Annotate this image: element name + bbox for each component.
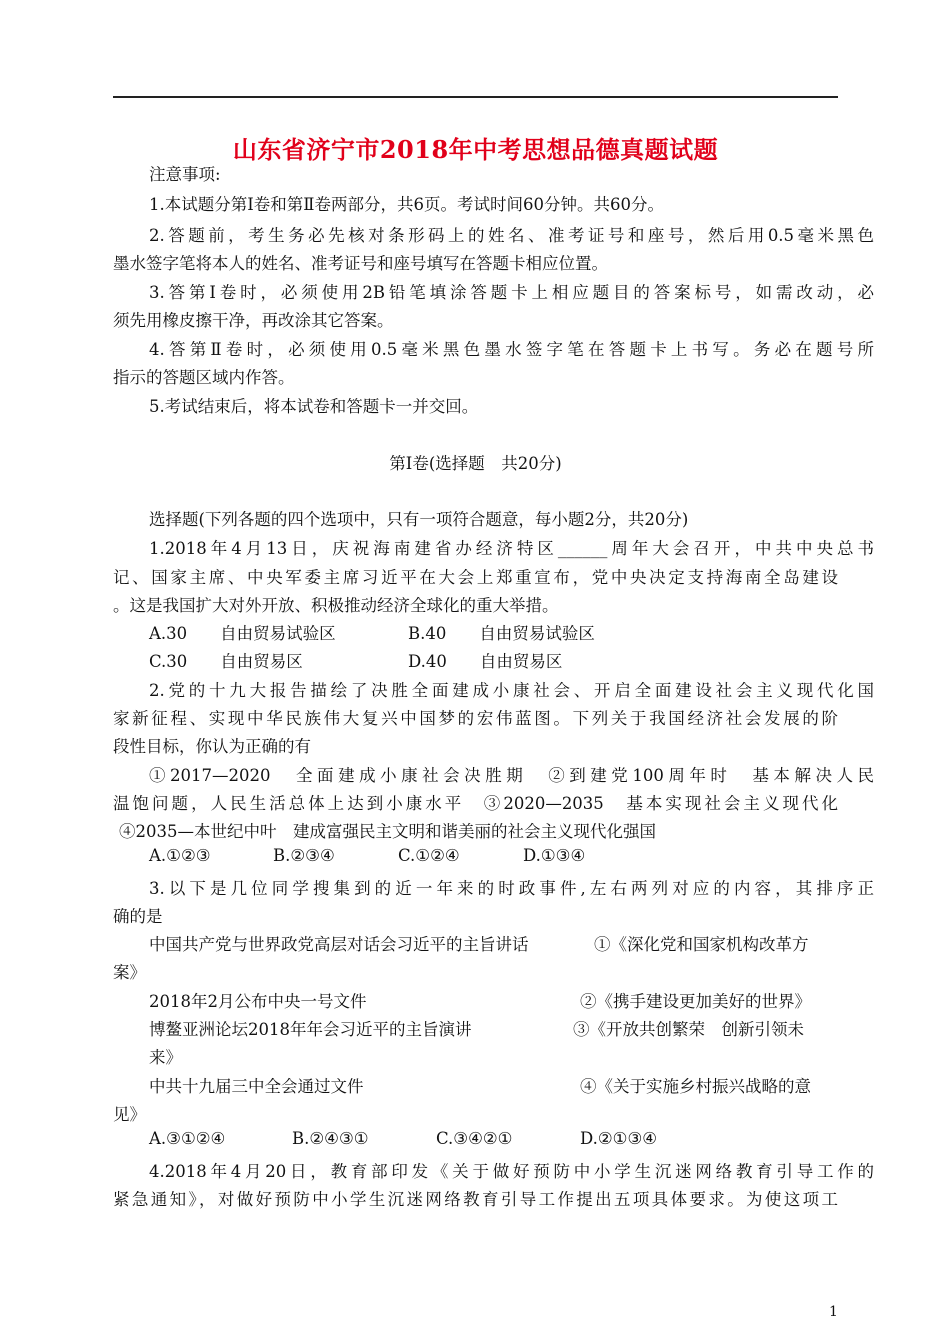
q3-row-4-left: 中共十九届三中全会通过文件 bbox=[149, 1077, 364, 1096]
q3-row-4-right: ④《关于实施乡村振兴战略的意 bbox=[580, 1077, 811, 1096]
q3-row-3-continued: 来》 bbox=[149, 1048, 182, 1067]
q2-statement-1: ①2017—2020 全面建成小康社会决胜期 ②到建党100周年时 基本解决人民 bbox=[149, 766, 874, 785]
notice-item-5: 5.考试结束后，将本试卷和答题卡一并交回。 bbox=[149, 397, 479, 416]
q3-row-1-right: ①《深化党和国家机构改革方 bbox=[594, 935, 809, 954]
section-heading: 第Ⅰ卷(选择题 共20分) bbox=[389, 454, 562, 473]
q3-row-4-continued: 见》 bbox=[113, 1105, 146, 1124]
q3-option-a: A.③①②④ bbox=[149, 1129, 226, 1148]
q2-option-c: C.①②④ bbox=[398, 846, 460, 865]
notice-item-4a: 4.答第Ⅱ卷时，必须使用0.5毫米黑色墨水签字笔在答题卡上书写。务必在题号所 bbox=[149, 340, 874, 359]
q1-line-3: 。这是我国扩大对外开放、积极推动经济全球化的重大举措。 bbox=[113, 596, 559, 615]
q3-row-3-right: ③《开放共创繁荣 创新引领未 bbox=[573, 1020, 804, 1039]
q3-row-1-left: 中国共产党与世界政党高层对话会习近平的主旨讲话 bbox=[149, 935, 529, 954]
q4-line-1: 4.2018年4月20日，教育部印发《关于做好预防中小学生沉迷网络教育引导工作的 bbox=[149, 1162, 874, 1181]
q2-option-d: D.①③④ bbox=[523, 846, 586, 865]
q3-option-d: D.②①③④ bbox=[580, 1129, 658, 1148]
q3-row-2-left: 2018年2月公布中央一号文件 bbox=[149, 992, 367, 1011]
q3-line-2: 确的是 bbox=[113, 907, 163, 926]
notice-item-1: 1.本试题分第Ⅰ卷和第Ⅱ卷两部分，共6页。考试时间60分钟。共60分。 bbox=[149, 195, 664, 214]
q1-option-a: A.30 自由贸易试验区 bbox=[149, 624, 336, 643]
q1-option-d: D.40 自由贸易区 bbox=[408, 652, 563, 671]
q1-option-b: B.40 自由贸易试验区 bbox=[408, 624, 595, 643]
mc-instructions: 选择题(下列各题的四个选项中，只有一项符合题意，每小题2分，共20分) bbox=[149, 510, 689, 529]
header-rule bbox=[113, 96, 838, 98]
notice-heading: 注意事项: bbox=[149, 165, 221, 184]
q2-statement-3: ④2035—本世纪中叶 建成富强民主文明和谐美丽的社会主义现代化强国 bbox=[119, 822, 656, 841]
notice-item-3b: 须先用橡皮擦干净，再改涂其它答案。 bbox=[113, 311, 394, 330]
q2-option-a: A.①②③ bbox=[149, 846, 211, 865]
q1-line-2: 记、国家主席、中央军委主席习近平在大会上郑重宣布，党中央决定支持海南全岛建设 bbox=[113, 568, 838, 587]
q3-row-2-right: ②《携手建设更加美好的世界》 bbox=[580, 992, 811, 1011]
q2-line-1: 2.党的十九大报告描绘了决胜全面建成小康社会、开启全面建设社会主义现代化国 bbox=[149, 681, 874, 700]
notice-item-4b: 指示的答题区域内作答。 bbox=[113, 368, 295, 387]
q2-line-3: 段性目标，你认为正确的有 bbox=[113, 737, 311, 756]
q2-line-2: 家新征程、实现中华民族伟大复兴中国梦的宏伟蓝图。下列关于我国经济社会发展的阶 bbox=[113, 709, 838, 728]
q1-option-c: C.30 自由贸易区 bbox=[149, 652, 303, 671]
q3-line-1: 3.以下是几位同学搜集到的近一年来的时政事件,左右两列对应的内容，其排序正 bbox=[149, 879, 874, 898]
page-number: 1 bbox=[829, 1304, 838, 1320]
notice-item-2a: 2.答题前，考生务必先核对条形码上的姓名、准考证号和座号，然后用0.5毫米黑色 bbox=[149, 226, 874, 245]
q3-option-b: B.②④③① bbox=[292, 1129, 369, 1148]
q1-line-1: 1.2018年4月13日，庆祝海南建省办经济特区______周年大会召开，中共中央总书 bbox=[149, 539, 874, 558]
q4-line-2: 紧急通知》，对做好预防中小学生沉迷网络教育引导工作提出五项具体要求。为使这项工 bbox=[113, 1190, 838, 1209]
q2-option-b: B.②③④ bbox=[273, 846, 335, 865]
document-title: 山东省济宁市2018年中考思想品德真题试题 bbox=[232, 135, 719, 164]
q2-statement-2: 温饱问题，人民生活总体上达到小康水平 ③2020—2035 基本实现社会主义现代化 bbox=[113, 794, 838, 813]
q3-option-c: C.③④②① bbox=[436, 1129, 513, 1148]
q3-row-1-continued: 案》 bbox=[113, 963, 146, 982]
q3-row-3-left: 博鳌亚洲论坛2018年年会习近平的主旨演讲 bbox=[149, 1020, 472, 1039]
notice-item-3a: 3.答第Ⅰ卷时，必须使用2B铅笔填涂答题卡上相应题目的答案标号，如需改动，必 bbox=[149, 283, 874, 302]
notice-item-2b: 墨水签字笔将本人的姓名、准考证号和座号填写在答题卡相应位置。 bbox=[113, 254, 608, 273]
